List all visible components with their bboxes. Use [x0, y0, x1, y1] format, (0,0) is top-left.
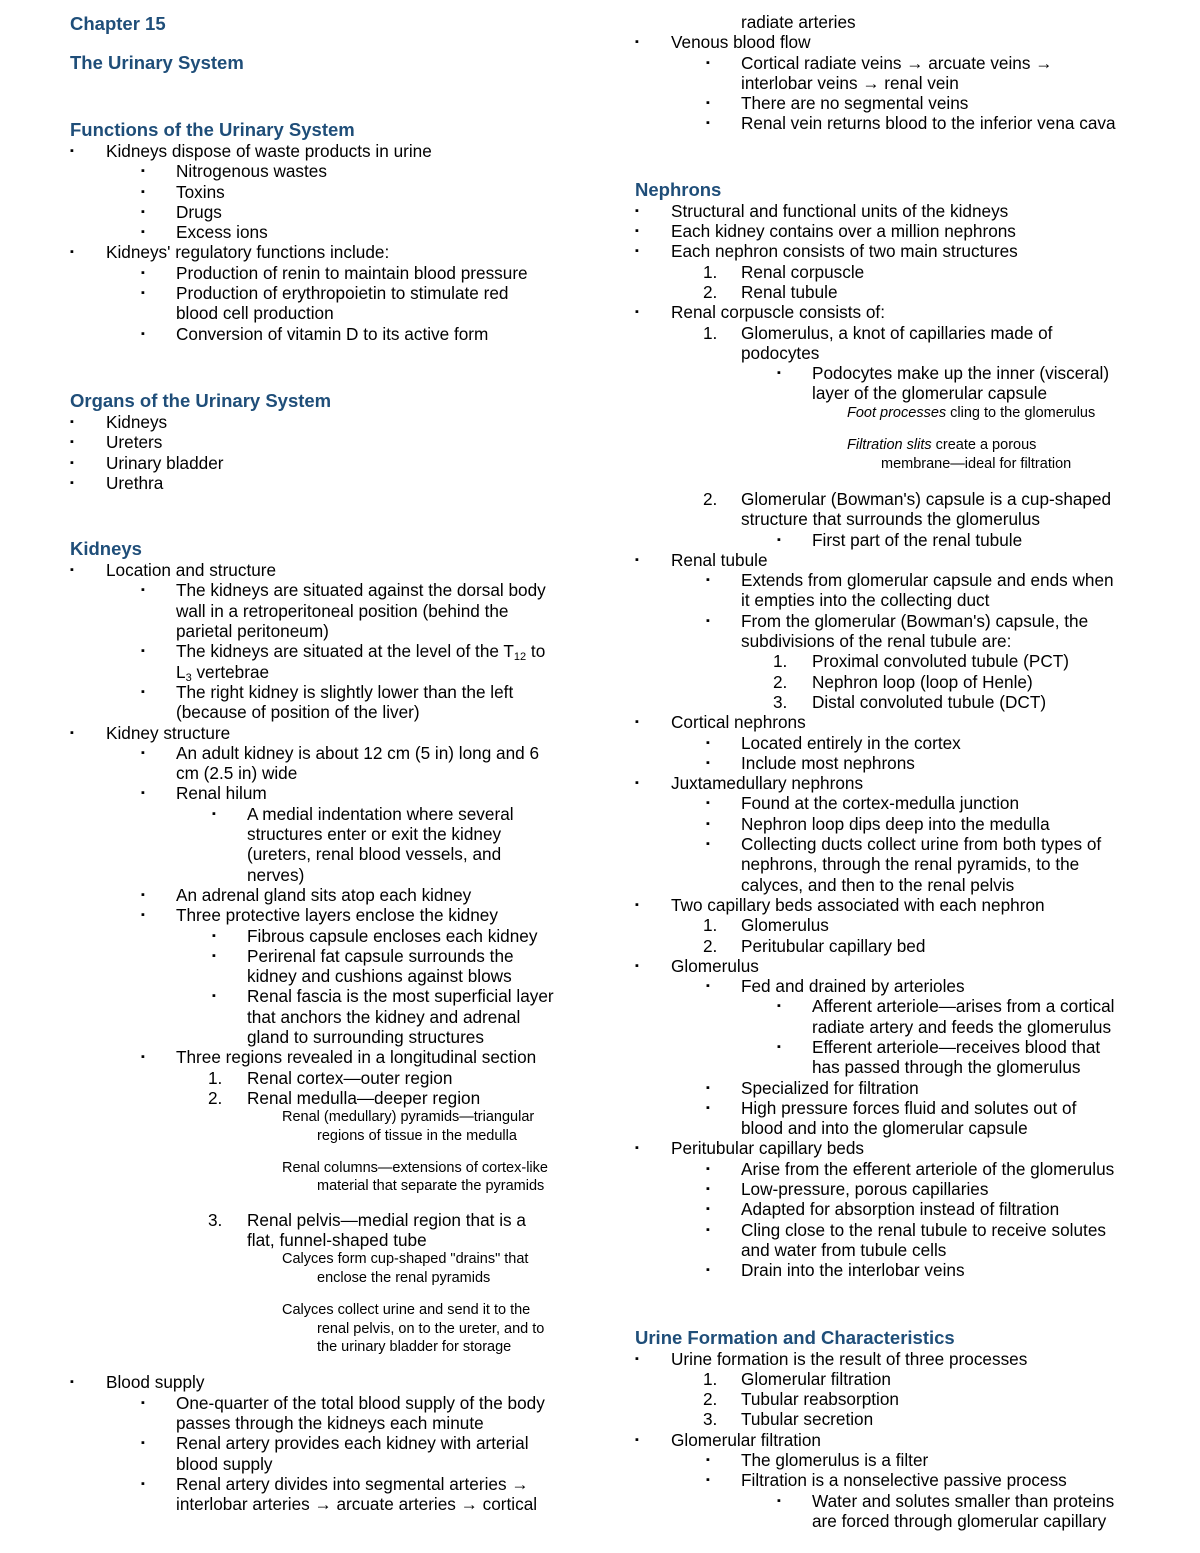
heading-urine-formation: Urine Formation and Characteristics: [635, 1326, 955, 1348]
numbered-item: 2. Renal tubule: [703, 281, 838, 302]
list-item: ▪ A medial indentation where several: [212, 803, 514, 824]
chapter-label: Chapter 15: [70, 13, 166, 34]
list-item: ▪ Each nephron consists of two main structures: [635, 241, 1018, 262]
list-item: ▪ Fed and drained by arterioles: [706, 976, 965, 997]
list-item: ▪ Afferent arteriole—arises from a cortical: [777, 996, 1115, 1017]
list-item-cont: nephrons, through the renal pyramids, to the: [741, 854, 1080, 875]
list-item: ▪ Nitrogenous wastes: [141, 161, 327, 182]
list-item: ▪ Ureters: [70, 432, 163, 453]
list-item: ▪ Cling close to the renal tubule to receive solutes: [706, 1219, 1106, 1240]
heading-functions: Functions of the Urinary System: [70, 119, 355, 140]
numbered-item: 2. Peritubular capillary bed: [703, 935, 926, 956]
note-line: enclose the renal pyramids: [317, 1269, 491, 1286]
list-item-cont: $L_3$ vertebrae: [176, 661, 270, 684]
list-item: ▪ Kidneys dispose of waste products in urine: [70, 141, 432, 161]
list-item: ▪ Located entirely in the cortex: [706, 732, 961, 753]
numbered-item: 3. Tubular secretion: [703, 1409, 874, 1430]
note-line: Calyces form cup-shaped "drains" that: [282, 1251, 529, 1268]
list-item: ▪ Juxtamedullary nephrons: [635, 773, 864, 794]
numbered-item: 1. Proximal convoluted tubule (PCT): [773, 651, 1069, 672]
list-item: ▪ Kidney structure: [70, 722, 231, 743]
list-item: ▪ First part of the renal tubule: [777, 529, 1023, 550]
list-item: ▪ Toxins: [141, 181, 225, 202]
list-item-cont: that anchors the kidney and adrenal: [247, 1006, 521, 1027]
numbered-item: 2. Renal medulla—deeper region: [208, 1087, 481, 1108]
numbered-item: 3. Distal convoluted tubule (DCT): [773, 691, 1047, 712]
list-item: ▪ Adapted for absorption instead of filtration: [706, 1199, 1060, 1220]
list-item: ▪ Renal artery divides into segmental arteries →: [141, 1473, 529, 1494]
list-item: ▪ Structural and functional units of the kidneys: [635, 200, 1009, 221]
list-item: ▪ Cortical radiate veins → arcuate veins →: [706, 52, 1053, 73]
list-item-cont: calyces, and then to the renal pelvis: [741, 874, 1015, 895]
list-item-cont: wall in a retroperitoneal position (behind the: [176, 600, 509, 621]
list-item: ▪ Found at the cortex-medulla junction: [706, 793, 1020, 814]
list-item: ▪ Glomerulus: [635, 955, 759, 976]
list-item: ▪ Fibrous capsule encloses each kidney: [212, 925, 538, 946]
note-line: regions of tissue in the medulla: [317, 1127, 517, 1144]
list-item-cont: interlobar arteries → arcuate arteries → cortical: [176, 1494, 538, 1515]
list-item: ▪ Excess ions: [141, 222, 268, 243]
list-item: ▪ Efferent arteriole—receives blood that: [777, 1036, 1101, 1057]
list-item: ▪ Two capillary beds associated with each nephron: [635, 894, 1045, 915]
list-item: ▪ Renal corpuscle consists of:: [635, 302, 885, 323]
list-item: ▪ The kidneys are situated at the level of the $T_{12}$ to: [141, 641, 546, 664]
list-item-cont: blood cell production: [176, 303, 334, 324]
list-item: ▪ Venous blood flow: [635, 32, 811, 53]
list-item: ▪ Filtration is a nonselective passive process: [706, 1470, 1067, 1491]
list-item-cont: parietal peritoneum): [176, 621, 329, 642]
numbered-item: 1. Renal cortex—outer region: [208, 1067, 453, 1088]
list-item-cont: radiate artery and feeds the glomerulus: [812, 1016, 1112, 1037]
list-item: ▪ Urinary bladder: [70, 452, 224, 473]
list-item-cont: blood supply: [176, 1453, 273, 1474]
list-item-cont: layer of the glomerular capsule: [812, 383, 1048, 404]
list-item-cont: are forced through glomerular capillary: [812, 1510, 1107, 1531]
list-item: ▪ The right kidney is slightly lower than the left: [141, 681, 514, 702]
list-item-cont: (ureters, renal blood vessels, and: [247, 844, 502, 865]
list-item-cont: structure that surrounds the glomerulus: [741, 509, 1041, 530]
list-item-cont: podocytes: [741, 342, 820, 363]
list-item: ▪ Kidneys: [70, 411, 168, 432]
list-item: ▪ Renal artery provides each kidney with arterial: [141, 1433, 529, 1454]
list-item: ▪ Cortical nephrons: [635, 712, 806, 733]
note-line: the urinary bladder for storage: [317, 1339, 512, 1356]
right-column: [635, 12, 1185, 1531]
list-item: ▪ Three protective layers enclose the kidney: [141, 905, 498, 926]
note-line: membrane—ideal for filtration: [881, 455, 1072, 472]
numbered-item: 1. Renal corpuscle: [703, 261, 865, 282]
list-item: ▪ High pressure forces fluid and solutes out of: [706, 1097, 1077, 1118]
list-item: ▪ There are no segmental veins: [706, 93, 969, 114]
list-item: ▪ Each kidney contains over a million nephrons: [635, 221, 1016, 242]
list-item-cont: (because of position of the liver): [176, 702, 420, 723]
list-item-cont: nerves): [247, 864, 305, 885]
numbered-item: 1. Glomerulus, a knot of capillaries made of: [703, 322, 1053, 343]
list-item: ▪ One-quarter of the total blood supply of the body: [141, 1392, 545, 1413]
numbered-item: 3. Renal pelvis—medial region that is a: [208, 1209, 526, 1230]
note-line: Foot processes cling to the glomerulus: [847, 404, 1096, 421]
list-item-cont: it empties into the collecting duct: [741, 590, 990, 611]
note-line: Filtration slits create a porous: [847, 437, 1037, 454]
list-item: ▪ Renal tubule: [635, 549, 768, 570]
list-item: ▪ Peritubular capillary beds: [635, 1138, 864, 1159]
list-item-cont: structures enter or exit the kidney: [247, 824, 502, 845]
list-item: ▪ Renal vein returns blood to the inferior vena cava: [706, 113, 1116, 134]
list-item-cont: and water from tubule cells: [741, 1239, 947, 1260]
note-line: material that separate the pyramids: [317, 1178, 545, 1195]
list-item: ▪ Conversion of vitamin D to its active form: [141, 323, 489, 344]
heading-kidneys: Kidneys: [70, 538, 142, 560]
list-item: ▪ Three regions revealed in a longitudinal section: [141, 1047, 537, 1068]
list-item: ▪ Specialized for filtration: [706, 1077, 919, 1098]
numbered-item: 2. Glomerular (Bowman's) capsule is a cup-shaped: [703, 488, 1112, 509]
list-item: ▪ Location and structure: [70, 560, 277, 581]
list-item: ▪ An adult kidney is about 12 cm (5 in) long and 6: [141, 742, 540, 763]
list-item: ▪ Water and solutes smaller than proteins: [777, 1490, 1115, 1511]
list-item: ▪ The glomerulus is a filter: [706, 1450, 929, 1471]
list-item: ▪ Glomerular filtration: [635, 1429, 821, 1450]
note-line: Renal (medullary) pyramids—triangular: [282, 1109, 535, 1126]
list-item-cont: has passed through the glomerulus: [812, 1057, 1081, 1078]
list-item-cont: cm (2.5 in) wide: [176, 763, 298, 784]
list-item-cont: flat, funnel-shaped tube: [247, 1230, 427, 1251]
list-item: ▪ Drugs: [141, 201, 222, 222]
list-item: ▪ An adrenal gland sits atop each kidney: [141, 884, 472, 905]
list-item-cont: blood and into the glomerular capsule: [741, 1118, 1028, 1139]
list-item: ▪ Low-pressure, porous capillaries: [706, 1179, 989, 1200]
numbered-item: 1. Glomerulus: [703, 915, 829, 936]
list-item: ▪ Kidneys' regulatory functions include:: [70, 242, 390, 263]
list-item: ▪ Blood supply: [70, 1372, 205, 1393]
list-item: ▪ Renal fascia is the most superficial layer: [212, 986, 554, 1007]
list-item: ▪ Extends from glomerular capsule and ends when: [706, 570, 1114, 591]
list-item: ▪ Arise from the efferent arteriole of the glomerulus: [706, 1158, 1115, 1179]
note-line: Calyces collect urine and send it to the: [282, 1302, 531, 1319]
left-column: [70, 12, 570, 1515]
list-item-cont: gland to surrounding structures: [247, 1026, 484, 1047]
list-item-cont: kidney and cushions against blows: [247, 966, 512, 987]
numbered-item: 2. Tubular reabsorption: [703, 1389, 899, 1410]
list-item-cont: subdivisions of the renal tubule are:: [741, 631, 1012, 652]
list-item-cont: interlobar veins → renal vein: [741, 72, 959, 93]
note-line: Renal columns—extensions of cortex-like: [282, 1159, 548, 1176]
list-item: ▪ Collecting ducts collect urine from both types of: [706, 834, 1102, 855]
list-item: ▪ Drain into the interlobar veins: [706, 1260, 965, 1281]
list-item-cont: radiate arteries: [741, 12, 856, 32]
chapter-title: The Urinary System: [70, 52, 244, 73]
list-item: ▪ Urethra: [70, 472, 164, 493]
list-item: ▪ From the glomerular (Bowman's) capsule, the: [706, 610, 1089, 631]
numbered-item: 2. Nephron loop (loop of Henle): [773, 671, 1033, 692]
list-item: ▪ Include most nephrons: [706, 752, 915, 773]
list-item: ▪ Nephron loop dips deep into the medulla: [706, 813, 1050, 834]
numbered-item: 1. Glomerular filtration: [703, 1368, 891, 1389]
list-item: ▪ Perirenal fat capsule surrounds the: [212, 945, 514, 966]
heading-nephrons: Nephrons: [635, 178, 722, 200]
note-line: renal pelvis, on to the ureter, and to: [317, 1320, 545, 1337]
list-item: ▪ Production of erythropoietin to stimulate red: [141, 283, 509, 304]
list-item: ▪ Urine formation is the result of three processes: [635, 1348, 1028, 1369]
list-item: ▪ Renal hilum: [141, 783, 267, 804]
list-item: ▪ The kidneys are situated against the dorsal body: [141, 580, 546, 601]
list-item: ▪ Podocytes make up the inner (visceral): [777, 363, 1110, 384]
heading-organs: Organs of the Urinary System: [70, 389, 332, 411]
list-item: ▪ Production of renin to maintain blood pressure: [141, 262, 528, 283]
list-item-cont: passes through the kidneys each minute: [176, 1413, 484, 1434]
